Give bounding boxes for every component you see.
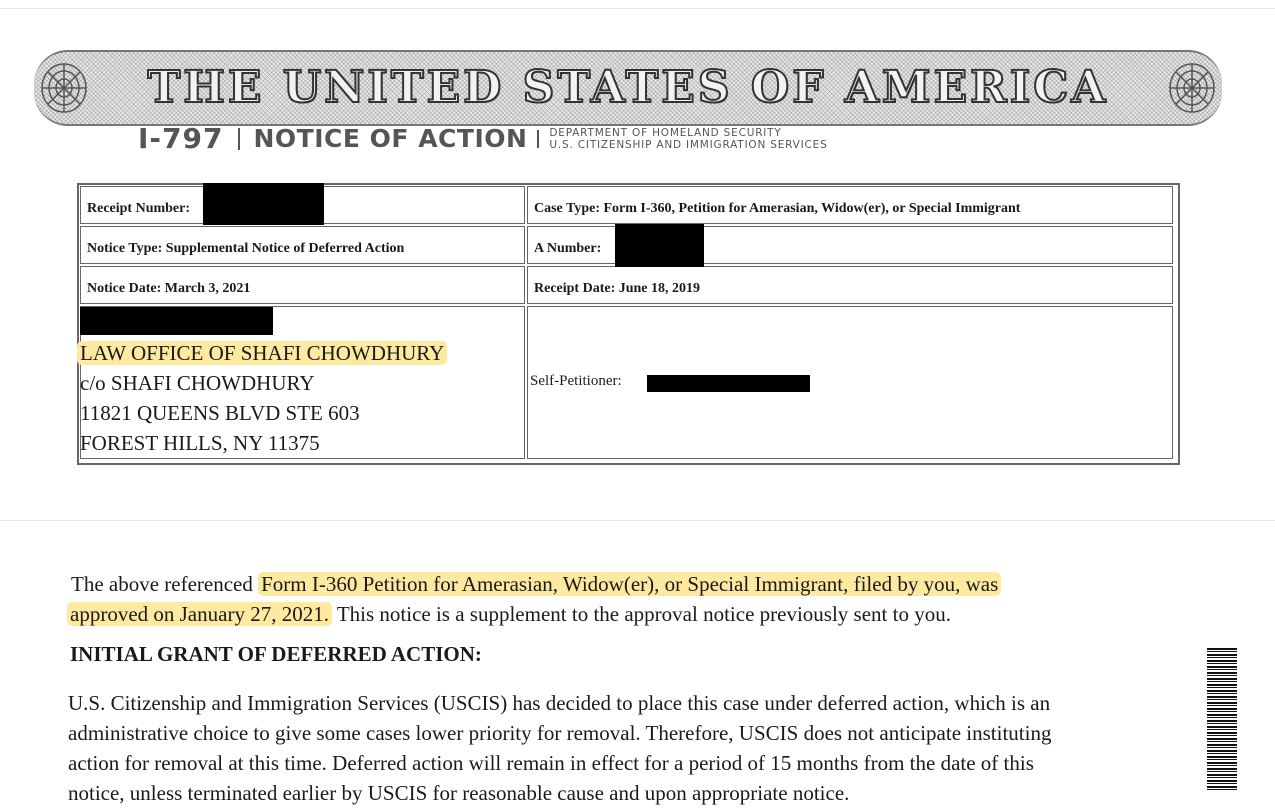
deferred-line-3: action for removal at this time. Deferred action will remain in effect for a period of 15 months from the date of this: [68, 751, 1034, 775]
receipt-number-label: Receipt Number:: [87, 201, 191, 216]
a-number-label: A Number:: [534, 241, 602, 256]
approval-text-end: This notice is a supplement to the approval notice previously sent to you.: [331, 602, 951, 626]
address-line-city: FOREST HILLS, NY 11375: [80, 431, 320, 455]
notice-date: Notice Date: March 3, 2021: [87, 281, 251, 296]
address-line-care-of: c/o SHAFI CHOWDHURY: [80, 371, 315, 395]
receipt-date: Receipt Date: June 18, 2019: [534, 281, 701, 296]
deferred-line-2: administrative choice to give some cases lower priority for removal. Therefore, USCIS does not anticipate instituting: [68, 721, 1052, 745]
case-type: Case Type: Form I-360, Petition for Amerasian, Widow(er), or Special Immigrant: [534, 201, 1021, 216]
address-line-firm: LAW OFFICE OF SHAFI CHOWDHURY: [77, 341, 447, 365]
approval-highlight-2: approved on January 27, 2021.: [67, 602, 332, 626]
scan-artifact: [0, 8, 1275, 9]
form-number: I-797: [138, 122, 224, 155]
notice-type: Notice Type: Supplemental Notice of Deferred Action: [87, 241, 405, 256]
barcode: [1207, 648, 1237, 791]
form-identification: [138, 122, 828, 155]
redaction-receipt-number: [203, 183, 324, 225]
notice-type-cell: [80, 226, 525, 264]
agency-block: [549, 127, 827, 151]
notice-date-cell: [80, 266, 525, 304]
case-type-cell: [527, 186, 1173, 224]
redaction-a-number: [615, 224, 704, 267]
agency-line-2: U.S. CITIZENSHIP AND IMMIGRATION SERVICES: [549, 138, 828, 151]
form-title: NOTICE OF ACTION: [253, 124, 528, 153]
approval-highlight-1: Form I-360 Petition for Amerasian, Widow(er), or Special Immigrant, filed by you, was: [258, 572, 1001, 596]
divider: [537, 130, 539, 148]
mailing-address: [80, 338, 447, 458]
receipt-date-cell: [527, 266, 1173, 304]
deferred-action-paragraph: [68, 688, 1198, 808]
self-petitioner-label: Self-Petitioner:: [530, 373, 622, 389]
redaction-self-petitioner: [647, 375, 810, 392]
divider: [238, 128, 240, 150]
redaction-addressee-name: [80, 307, 273, 335]
self-petitioner-cell: [527, 306, 1173, 459]
section-heading: INITIAL GRANT OF DEFERRED ACTION:: [70, 642, 482, 666]
address-line-street: 11821 QUEENS BLVD STE 603: [80, 401, 360, 425]
approval-text-start: The above referenced: [71, 572, 259, 596]
rosette-ornament-icon: [1166, 60, 1218, 116]
header-banner: [34, 50, 1222, 126]
agency-line-1: DEPARTMENT OF HOMELAND SECURITY: [549, 126, 782, 139]
scan-artifact: [0, 520, 1275, 521]
banner-title: THE UNITED STATES OF AMERICA: [147, 62, 1109, 113]
deferred-line-1: U.S. Citizenship and Immigration Services (USCIS) has decided to place this case under deferred action, which is an: [68, 691, 1051, 715]
deferred-line-4: notice, unless terminated earlier by USCIS for reasonable cause and upon appropriate notice.: [68, 781, 850, 805]
approval-paragraph: [71, 569, 1211, 629]
